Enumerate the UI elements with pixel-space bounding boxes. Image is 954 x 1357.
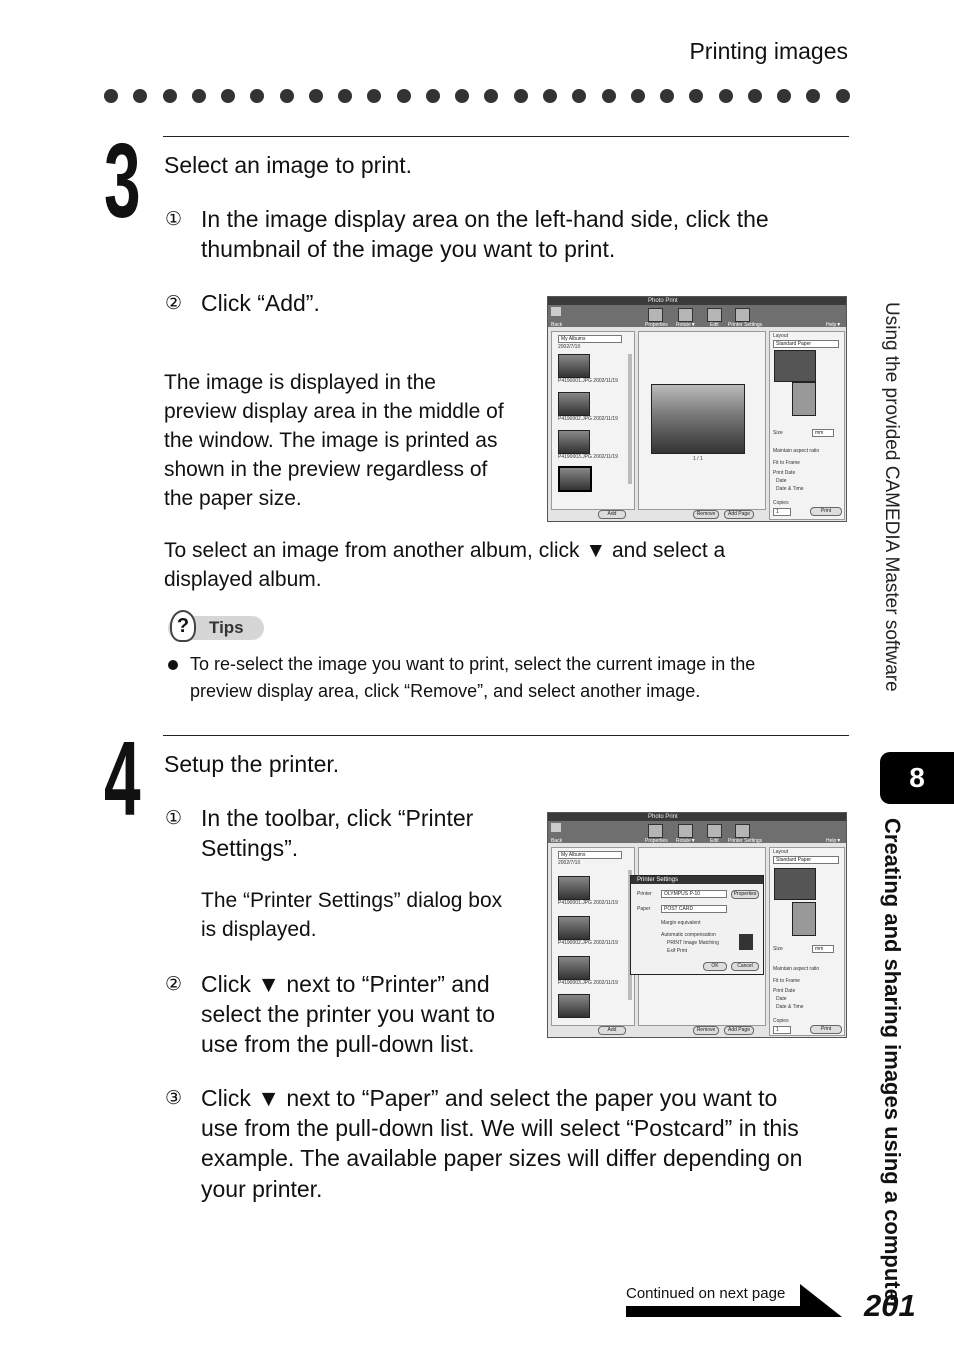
layout-select[interactable]: Standard Paper xyxy=(773,856,839,864)
step4-item3-line4: your printer. xyxy=(201,1176,323,1202)
layout-label: Layout xyxy=(773,333,789,339)
exif-print-radio[interactable]: Exif Print xyxy=(667,948,688,954)
paper-select[interactable]: POST CARD xyxy=(661,905,727,913)
step3-item1-line2: thumbnail of the image you want to print. xyxy=(201,236,616,262)
tips-line2: preview display area, click “Remove”, and select another image. xyxy=(190,681,701,701)
question-icon: ? xyxy=(170,610,196,642)
printer-select[interactable]: OLYMPUS P-10 xyxy=(661,890,727,898)
add-button[interactable]: Add xyxy=(598,1026,626,1035)
page-number: 201 xyxy=(864,1288,916,1323)
step3-desc-line1: The image is displayed in the xyxy=(164,371,436,394)
back-arrow-icon[interactable] xyxy=(551,823,561,832)
toolbar xyxy=(548,821,846,843)
step3-item1-line1: In the image display area on the left-hand side, click the xyxy=(201,206,769,232)
step4-item2-line2: select the printer you want to xyxy=(201,1001,496,1027)
dialog-title: Printer Settings xyxy=(631,876,763,884)
continued-bar xyxy=(626,1306,804,1317)
thumbnail-2[interactable] xyxy=(558,392,590,416)
album-pane xyxy=(551,847,635,1026)
thumbnail-1[interactable] xyxy=(558,876,590,900)
edit-icon[interactable] xyxy=(707,308,722,322)
preview-image[interactable] xyxy=(651,384,745,454)
thumbnail-3[interactable] xyxy=(558,956,590,980)
fit-to-frame-checkbox[interactable]: Fit to Frame xyxy=(773,460,800,466)
toolbar-edit: Edit xyxy=(710,322,719,328)
layout-select[interactable]: Standard Paper xyxy=(773,340,839,348)
layout-pane xyxy=(769,847,845,1036)
copies-label: Copies xyxy=(773,1018,789,1024)
date-time-radio[interactable]: Date & Time xyxy=(776,1004,804,1010)
rotate-icon[interactable] xyxy=(678,824,693,838)
print-date-checkbox[interactable]: Print Date xyxy=(773,470,796,476)
printer-settings-screenshot xyxy=(547,812,847,1038)
tips-line1: To re-select the image you want to print, select the current image in the xyxy=(190,654,756,674)
fit-to-frame-checkbox[interactable]: Fit to Frame xyxy=(773,978,800,984)
thumbnail-1[interactable] xyxy=(558,354,590,378)
step4-item1-desc-line1: The “Printer Settings” dialog box xyxy=(201,889,503,912)
step4-item2-line1: Click ▼ next to “Printer” and xyxy=(201,971,490,997)
help-menu[interactable]: Help▼ xyxy=(826,322,842,328)
step3-rule xyxy=(163,136,849,137)
album-date: 2002/7/10 xyxy=(558,860,581,866)
pim-logo-icon xyxy=(739,934,753,950)
step3-item2-marker: ② xyxy=(165,292,183,314)
thumbnail-4[interactable] xyxy=(558,994,590,1018)
properties-icon[interactable] xyxy=(648,824,663,838)
back-arrow-icon[interactable] xyxy=(551,307,561,316)
layout-thumb-1[interactable] xyxy=(774,350,816,382)
step3-note-line2: displayed album. xyxy=(164,568,322,591)
page-header-title: Printing images xyxy=(689,38,848,64)
help-menu[interactable]: Help▼ xyxy=(826,838,842,844)
remove-button[interactable]: Remove xyxy=(693,510,719,519)
album-select[interactable]: My Albums xyxy=(558,335,622,343)
remove-button[interactable]: Remove xyxy=(693,1026,719,1035)
add-page-button[interactable]: Add Page xyxy=(724,1026,754,1035)
size-label: Size xyxy=(773,946,783,952)
print-date-checkbox[interactable]: Print Date xyxy=(773,988,796,994)
layout-thumb-2[interactable] xyxy=(792,902,816,936)
toolbar-edit: Edit xyxy=(710,838,719,844)
copies-field[interactable]: 1 xyxy=(773,508,791,516)
paper-label: Paper xyxy=(637,906,651,912)
layout-thumb-2[interactable] xyxy=(792,382,816,416)
step3-desc-line3: the window. The image is printed as xyxy=(164,429,498,452)
step4-item1-line1: In the toolbar, click “Printer xyxy=(201,805,474,831)
print-button[interactable]: Print xyxy=(810,1025,842,1034)
step4-item3-line3: example. The available paper sizes will differ depending on xyxy=(201,1145,803,1171)
step4-heading: Setup the printer. xyxy=(164,751,340,777)
thumb-label-2: P4190002.JPG 2002/11/19 xyxy=(558,940,618,946)
maintain-aspect-checkbox[interactable]: Maintain aspect ratio xyxy=(773,448,820,454)
chapter-tab: 8 xyxy=(880,752,954,804)
step4-rule xyxy=(163,735,849,736)
layout-pane xyxy=(769,331,845,520)
thumb-label-1: P4190001.JPG 2002/11/19 xyxy=(558,378,618,384)
date-radio[interactable]: Date xyxy=(776,996,787,1002)
printer-settings-icon[interactable] xyxy=(735,308,750,322)
step4-item2-line3: use from the pull-down list. xyxy=(201,1031,475,1057)
album-scrollbar[interactable] xyxy=(628,354,632,484)
step3-heading: Select an image to print. xyxy=(164,152,413,178)
properties-icon[interactable] xyxy=(648,308,663,322)
pim-radio[interactable]: PRINT Image Matching xyxy=(667,940,719,946)
window-title: Photo Print xyxy=(548,813,846,821)
copies-label: Copies xyxy=(773,500,789,506)
add-page-button[interactable]: Add Page xyxy=(724,510,754,519)
toolbar-rotate: Rotate▼ xyxy=(676,322,696,328)
thumbnail-4-selected[interactable] xyxy=(558,466,592,492)
auto-compensation-checkbox[interactable]: Automatic compensation xyxy=(661,932,716,938)
printer-label: Printer xyxy=(637,891,652,897)
preview-pane xyxy=(638,331,766,510)
back-label: Back xyxy=(551,838,563,844)
photo-print-screenshot xyxy=(547,296,847,522)
toolbar-properties: Properties xyxy=(645,838,668,844)
date-radio[interactable]: Date xyxy=(776,478,787,484)
step4-item3-marker: ③ xyxy=(165,1087,183,1109)
copies-field[interactable]: 1 xyxy=(773,1026,791,1034)
toolbar-rotate: Rotate▼ xyxy=(676,838,696,844)
step4-number: 4 xyxy=(104,720,141,838)
step3-number: 3 xyxy=(104,122,141,240)
step3-item2: Click “Add”. xyxy=(201,290,320,316)
step4-item1-line2: Settings”. xyxy=(201,835,299,861)
cancel-button[interactable]: Cancel xyxy=(731,962,759,971)
toolbar-printer-settings: Printer Settings xyxy=(728,838,763,844)
continued-text: Continued on next page xyxy=(626,1285,786,1302)
print-button[interactable]: Print xyxy=(810,507,842,516)
toolbar xyxy=(548,305,846,327)
bullet-icon xyxy=(168,660,178,670)
window-title: Photo Print xyxy=(548,297,846,305)
edit-icon[interactable] xyxy=(707,824,722,838)
maintain-aspect-checkbox[interactable]: Maintain aspect ratio xyxy=(773,966,820,972)
rotate-icon[interactable] xyxy=(678,308,693,322)
step4-item3-line2: use from the pull-down list. We will select “Postcard” in this xyxy=(201,1115,799,1141)
album-pane xyxy=(551,331,635,510)
album-select[interactable]: My Albums xyxy=(558,851,622,859)
date-time-radio[interactable]: Date & Time xyxy=(776,486,804,492)
toolbar-printer-settings: Printer Settings xyxy=(728,322,763,328)
thumb-label-2: P4190002.JPG 2002/11/19 xyxy=(558,416,618,422)
step3-desc-line5: the paper size. xyxy=(164,487,302,510)
dotted-separator xyxy=(104,89,850,107)
size-unit[interactable]: mm xyxy=(812,429,834,437)
album-date: 2002/7/10 xyxy=(558,344,581,350)
size-label: Size xyxy=(773,430,783,436)
ok-button[interactable]: OK xyxy=(703,962,727,971)
thumbnail-3[interactable] xyxy=(558,430,590,454)
back-label: Back xyxy=(551,322,563,328)
step3-desc-line4: shown in the preview regardless of xyxy=(164,458,488,481)
chapter-title: Creating and sharing images using a computer xyxy=(880,818,905,1310)
layout-label: Layout xyxy=(773,849,789,855)
printer-settings-icon[interactable] xyxy=(735,824,750,838)
size-unit[interactable]: mm xyxy=(812,945,834,953)
tips-label: Tips xyxy=(209,618,244,637)
thumbnail-2[interactable] xyxy=(558,916,590,940)
add-button[interactable]: Add xyxy=(598,510,626,519)
thumb-label-1: P4190001.JPG 2002/11/19 xyxy=(558,900,618,906)
continued-arrow-icon xyxy=(800,1284,842,1317)
thumb-label-3: P4190003.JPG 2002/11/19 xyxy=(558,980,618,986)
step4-item2-marker: ② xyxy=(165,973,183,995)
step4-item1-marker: ① xyxy=(165,807,183,829)
margin-checkbox[interactable]: Margin equivalent xyxy=(661,920,701,926)
step4-item3-line1: Click ▼ next to “Paper” and select the paper you want to xyxy=(201,1085,778,1111)
thumb-label-3: P4190003.JPG 2002/11/19 xyxy=(558,454,618,460)
step4-item1-desc-line2: is displayed. xyxy=(201,918,317,941)
step3-item1-marker: ① xyxy=(165,208,183,230)
properties-button[interactable]: Properties xyxy=(731,890,759,899)
step3-desc-line2: preview display area in the middle of xyxy=(164,400,504,423)
sidebar-section-text: Using the provided CAMEDIA Master software xyxy=(881,302,902,692)
step3-note-line1: To select an image from another album, click ▼ and select a xyxy=(164,539,726,562)
page-indicator: 1 / 1 xyxy=(693,456,703,462)
printer-settings-dialog xyxy=(630,875,764,975)
toolbar-properties: Properties xyxy=(645,322,668,328)
layout-thumb-1[interactable] xyxy=(774,868,816,900)
